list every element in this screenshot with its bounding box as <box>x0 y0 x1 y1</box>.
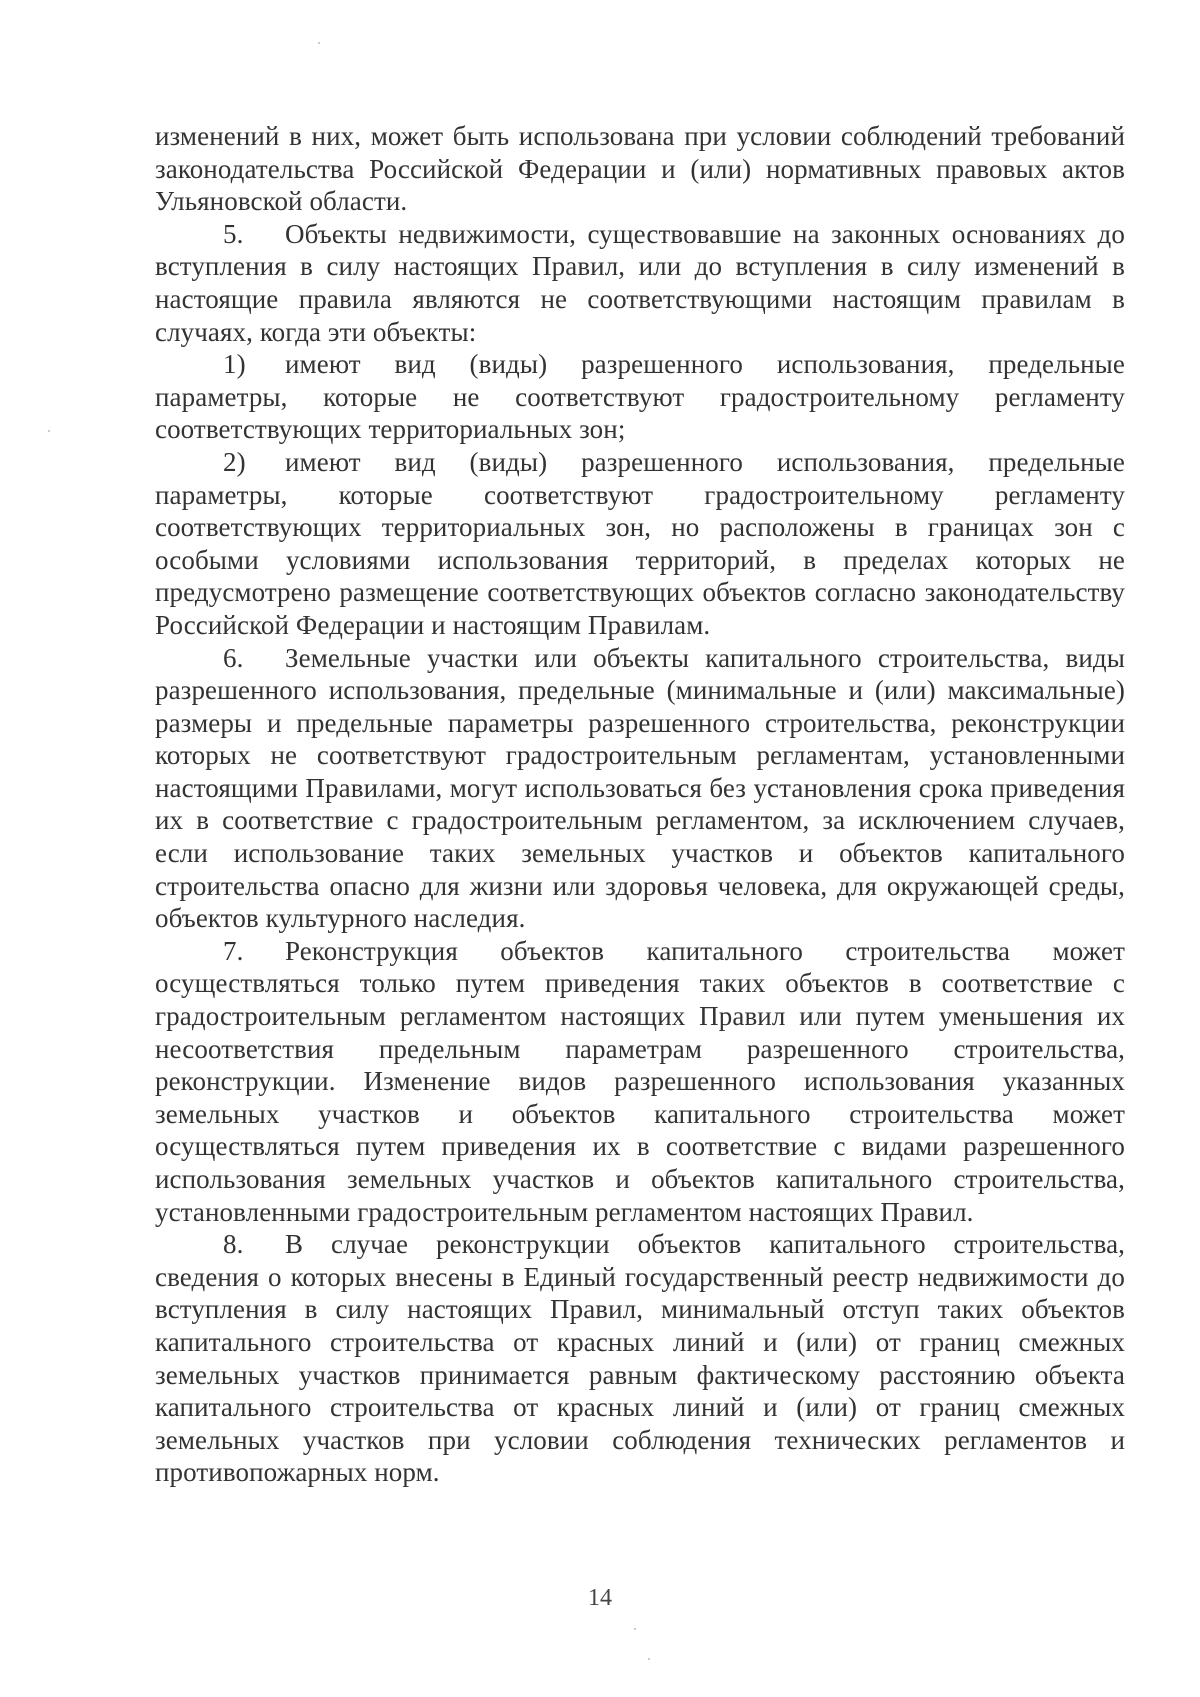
paragraph-number: 8. <box>223 1229 244 1260</box>
subitem-number: 2) <box>223 446 246 477</box>
subitem-number: 1) <box>223 349 246 380</box>
page-number: 14 <box>588 1585 612 1611</box>
paragraph-number: 5. <box>223 218 244 249</box>
scan-speck <box>318 42 320 44</box>
subitem-text: имеют вид (виды) разрешенного использования, предельные параметры, которые не соответствуют градостроительному регламенту соответствующих территориальных зон; <box>155 349 1125 445</box>
subitem-1 <box>155 348 1125 446</box>
paragraph-8 <box>155 1228 1125 1489</box>
subitem-2 <box>155 446 1125 642</box>
intro-paragraph: изменений в них, может быть использована при условии соблюдений требований законодательства Российской Федерации и (или) нормативных правовых актов Ульяновской области. <box>155 121 1125 217</box>
scan-speck <box>648 1658 650 1660</box>
paragraph-text: Реконструкция объектов капитального строительства может осуществляться только путем приведения таких объектов в соответствие с градостроительным регламентом настоящих Правил или путем уменьшения их несоответствия предельным параметрам разрешенного строительства, реконструкции. Изменение видов разрешенного использования указанных земельных участков и объектов капитального строительства может осуществляться путем приведения их в соответствие с видами разрешенного использования земельных участков и объектов капитального строительства, установленными градостроительным регламентом настоящих Правил. <box>155 935 1125 1227</box>
document-body <box>155 120 1125 1489</box>
paragraph-text: Земельные участки или объекты капитального строительства, виды разрешенного использования, предельные (минимальные и (или) максимальные) размеры и предельные параметры разрешенного строительства, реконструкции которых не соответствуют градостроительным регламентам, установленными настоящими Правилами, могут использоваться без установления срока приведения их в соответствие с градостроительным регламентом, за исключением случаев, если использование таких земельных участков и объектов капитального строительства опасно для жизни или здоровья человека, для окружающей среды, объектов культурного наследия. <box>155 642 1125 934</box>
paragraph-text: Объекты недвижимости, существовавшие на законных основаниях до вступления в силу настоящих Правил, или до вступления в силу изменений в настоящие правила являются не соответствующими настоящим правилам в случаях, когда эти объекты: <box>155 218 1125 347</box>
paragraph-7 <box>155 935 1125 1228</box>
scan-speck <box>48 430 50 432</box>
paragraph-text: В случае реконструкции объектов капитального строительства, сведения о которых внесены в Единый государственный реестр недвижимости до вступления в силу настоящих Правил, минимальный отступ таких объектов капитального строительства от красных линий и (или) от границ смежных земельных участков принимается равным фактическому расстоянию объекта капитального строительства от красных линий и (или) от границ смежных земельных участков при условии соблюдения технических регламентов и противопожарных норм. <box>155 1229 1125 1488</box>
paragraph-number: 7. <box>223 935 244 966</box>
paragraph-6 <box>155 642 1125 935</box>
paragraph-5 <box>155 218 1125 348</box>
scan-speck <box>634 1628 636 1630</box>
paragraph-number: 6. <box>223 642 244 673</box>
subitem-text: имеют вид (виды) разрешенного использования, предельные параметры, которые соответствуют градостроительному регламенту соответствующих территориальных зон, но расположены в границах зон с особыми условиями использования территорий, в пределах которых не предусмотрено размещение соответствующих объектов согласно законодательству Российской Федерации и настоящим Правилам. <box>155 446 1125 640</box>
